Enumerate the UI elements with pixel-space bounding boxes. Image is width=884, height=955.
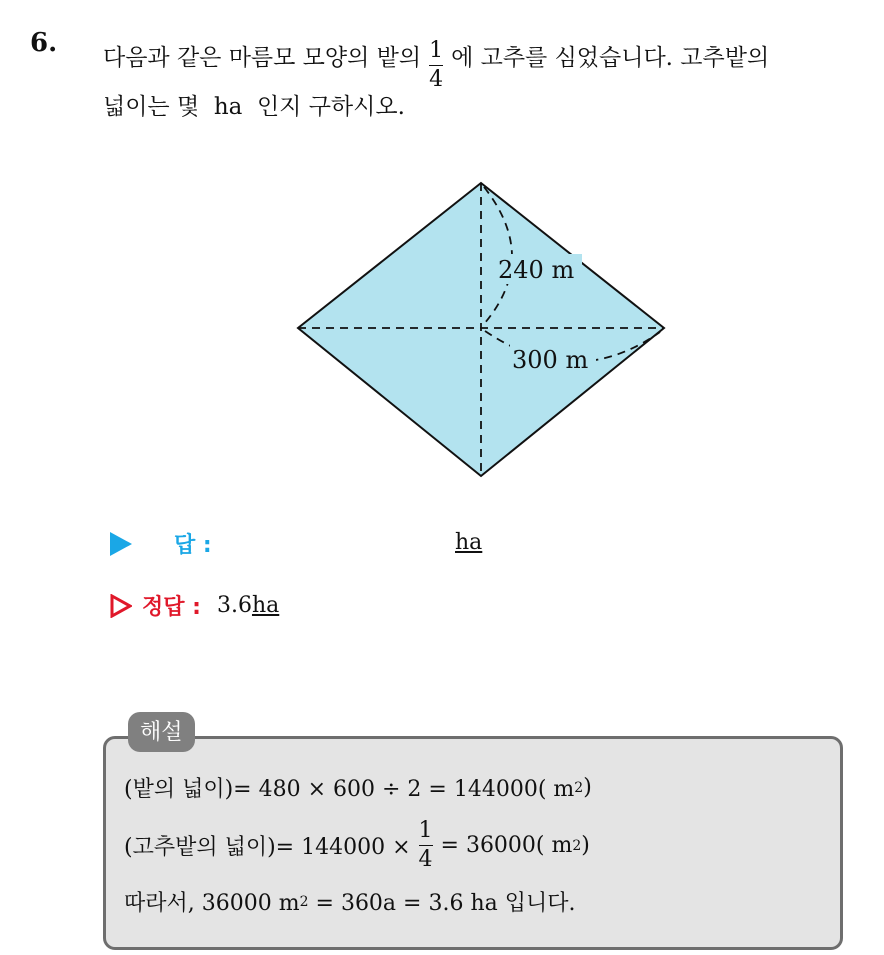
explanation-tab: 해설 — [128, 712, 195, 752]
explanation-line-2-text: (고추밭의 넓이)= 144000 × — [124, 835, 411, 860]
question-unit: ha — [213, 94, 243, 120]
fraction-denominator: 4 — [418, 847, 433, 872]
fraction-numerator: 1 — [429, 38, 444, 63]
answer-row — [110, 528, 212, 559]
explanation-line-2-end: ) — [581, 833, 590, 858]
explanation-line-1-end: ) — [583, 775, 592, 800]
fraction-bar — [419, 845, 433, 846]
question-text-a: 다음과 같은 마름모 모양의 밭의 — [103, 45, 422, 71]
correct-answer-label: 정답 : — [142, 595, 201, 620]
exponent: 2 — [299, 893, 309, 910]
answer-label: 답 : — [174, 533, 212, 558]
explanation-line-2 — [124, 820, 590, 871]
explanation-line-2-after: = 36000( m — [440, 833, 573, 858]
explanation-fraction — [419, 820, 433, 871]
label-vertical: 240 m — [498, 256, 575, 284]
play-triangle-icon — [110, 532, 132, 556]
fraction-denominator: 4 — [429, 67, 444, 92]
explanation-line-3-text: 따라서, 36000 m — [124, 891, 300, 916]
question-number: 6. — [30, 28, 58, 58]
exponent: 2 — [574, 779, 584, 796]
question-text-b: 에 고추를 심었습니다. 고추밭의 — [451, 45, 770, 71]
question-text-c: 넓이는 몇 — [103, 94, 200, 120]
explanation-line-3 — [124, 886, 575, 917]
correct-answer-unit: ha — [251, 593, 280, 618]
correct-answer-row — [110, 590, 279, 621]
outline-triangle-icon — [110, 594, 132, 618]
answer-unit[interactable]: ha — [455, 530, 483, 555]
fraction-numerator: 1 — [418, 818, 433, 843]
explanation-line-1-text: (밭의 넓이)= 480 × 600 ÷ 2 = 144000( m — [124, 777, 575, 802]
explanation-line-3-after: = 360a = 3.6 ha 입니다. — [315, 891, 576, 916]
label-horizontal: 300 m — [512, 346, 589, 374]
correct-answer-value: 3.6 — [216, 593, 252, 618]
exponent: 2 — [572, 837, 582, 854]
explanation-line-1 — [124, 772, 592, 803]
question-text-d: 인지 구하시오. — [256, 94, 405, 120]
